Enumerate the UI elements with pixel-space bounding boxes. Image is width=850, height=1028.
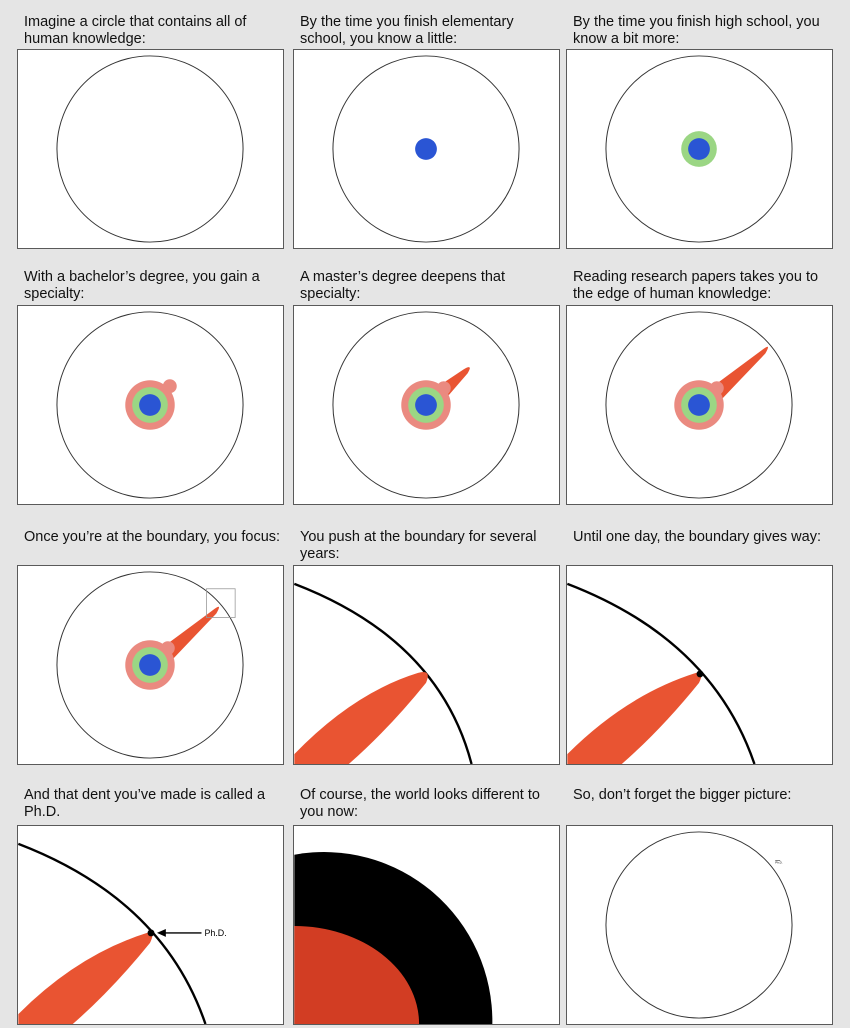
panel-elementary-school — [293, 49, 560, 249]
boundary-dent — [697, 670, 704, 677]
specialty-spike-tip — [18, 933, 152, 1024]
specialty-spike-tip — [567, 673, 701, 764]
caption-boundary-gives-way: Until one day, the boundary gives way: — [573, 529, 821, 545]
caption-phd-dent: And that dent you’ve made is called a Ph.D. — [24, 787, 266, 820]
panel-bigger-picture — [566, 825, 833, 1025]
panel-research-papers — [566, 305, 833, 505]
phd-tiny-label: Ph.D. — [775, 860, 783, 865]
panel-boundary-gives-way — [566, 565, 833, 765]
caption-bigger-picture: So, don’t forget the bigger picture: — [573, 787, 792, 803]
caption-circle-of-knowledge: Imagine a circle that contains all of human knowledge: — [24, 14, 247, 47]
panel-world-looks-different — [293, 825, 560, 1025]
elementary-knowledge-dot — [139, 654, 161, 676]
caption-focus: Once you’re at the boundary, you focus: — [24, 529, 281, 545]
panel-focus — [17, 565, 284, 765]
caption-research-papers: Reading research papers takes you to the edge of human knowledge: — [573, 269, 819, 302]
elementary-knowledge-dot — [688, 138, 710, 160]
caption-masters: A master’s degree deepens that specialty: — [300, 269, 506, 302]
knowledge-circle — [57, 56, 243, 242]
caption-push-boundary: You push at the boundary for several years: — [300, 529, 537, 562]
caption-high-school: By the time you finish high school, you know a bit more: — [573, 14, 820, 47]
phd-label: Ph.D. — [204, 927, 227, 938]
phd-dent — [148, 929, 155, 936]
elementary-knowledge-dot — [688, 394, 710, 416]
caption-world-looks-different: Of course, the world looks different to you now: — [300, 787, 540, 820]
panel-circle-of-knowledge — [17, 49, 284, 249]
knowledge-circle — [606, 832, 792, 1018]
caption-elementary-school: By the time you finish elementary school, you know a little: — [300, 14, 514, 47]
elementary-knowledge-dot — [139, 394, 161, 416]
caption-bachelors: With a bachelor’s degree, you gain a specialty: — [24, 269, 260, 302]
specialty-spike-tip — [294, 672, 427, 764]
elementary-knowledge-dot — [415, 394, 437, 416]
elementary-knowledge-dot — [415, 138, 437, 160]
panel-push-boundary — [293, 565, 560, 765]
panel-masters — [293, 305, 560, 505]
panel-bachelors — [17, 305, 284, 505]
panel-high-school — [566, 49, 833, 249]
panel-phd-dent — [17, 825, 284, 1025]
phd-arrow-head — [157, 929, 166, 937]
